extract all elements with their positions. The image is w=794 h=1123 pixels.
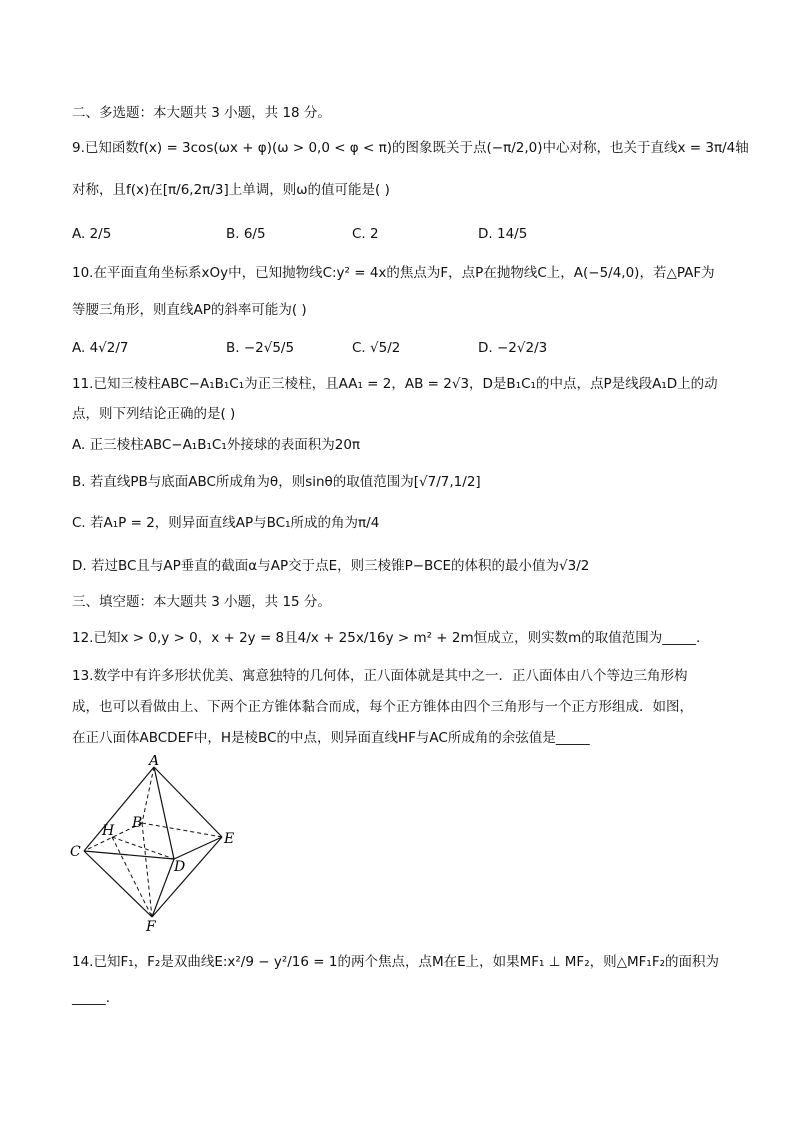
- q13-line1: 13.数学中有许多形状优美、寓意独特的几何体，正八面体就是其中之一．正八面体由八个等边三角形构: [72, 668, 688, 684]
- octahedron-figure: [60, 755, 260, 935]
- label-c: C: [70, 844, 81, 860]
- q10-option-c: C. √5/2: [352, 340, 401, 356]
- q9-option-a: A. 2/5: [72, 226, 112, 242]
- q11-line2: 点，则下列结论正确的是( ): [72, 406, 236, 422]
- q11-option-d: D. 若过BC且与AP垂直的截面α与AP交于点E，则三棱锥P−BCE的体积的最小值为√3/2: [72, 558, 590, 574]
- q10-option-a: A. 4√2/7: [72, 340, 129, 356]
- label-f: F: [146, 919, 156, 935]
- label-d: D: [174, 859, 186, 875]
- q9-option-d: D. 14/5: [478, 226, 528, 242]
- q10-option-b: B. −2√5/5: [226, 340, 295, 356]
- edge-cd: [84, 851, 174, 859]
- edge-cf: [84, 851, 152, 917]
- q14-line1: 14.已知F₁，F₂是双曲线E:x²/9 − y²/16 = 1的两个焦点，点M在E上，如果MF₁ ⊥ MF₂，则△MF₁F₂的面积为: [72, 954, 719, 970]
- label-h: H: [102, 823, 115, 839]
- q10-line2: 等腰三角形，则直线AP的斜率可能为( ): [72, 302, 307, 318]
- edge-de: [174, 837, 222, 859]
- q11-option-c: C. 若A₁P = 2，则异面直线AP与BC₁所成的角为π/4: [72, 515, 380, 531]
- q13-line3: 在正八面体ABCDEF中，H是棱BC的中点，则异面直线HF与AC所成角的余弦值是_____: [72, 730, 590, 746]
- edge-ab: [142, 767, 154, 823]
- label-e: E: [224, 831, 235, 847]
- edge-bf: [142, 823, 152, 917]
- question-12: 12.已知x > 0,y > 0，x + 2y = 8且4/x + 25x/16y > m² + 2m恒成立，则实数m的取值范围为_____.: [72, 630, 701, 646]
- q14-line2: _____.: [72, 990, 111, 1006]
- edge-ef: [152, 837, 222, 917]
- q10-line1: 10.在平面直角坐标系xOy中，已知抛物线C:y² = 4x的焦点为F，点P在抛物线C上，A(−5/4,0)，若△PAF为: [72, 265, 715, 281]
- edge-df: [152, 859, 174, 917]
- edge-ad: [154, 767, 174, 859]
- q13-line2: 成，也可以看做由上、下两个正方锥体黏合而成，每个正方锥体由四个三角形与一个正方形组成．如图，: [72, 699, 693, 715]
- q9-option-c: C. 2: [352, 226, 379, 242]
- q11-option-a: A. 正三棱柱ABC−A₁B₁C₁外接球的表面积为20π: [72, 437, 361, 453]
- section-multiple-choice: 二、多选题：本大题共 3 小题，共 18 分。: [72, 105, 331, 121]
- q9-line1: 9.已知函数f(x) = 3cos(ωx + φ)(ω > 0,0 < φ < π)的图象既关于点(−π/2,0)中心对称，也关于直线x = 3π/4轴: [72, 140, 749, 156]
- label-b: B: [132, 815, 143, 831]
- label-a: A: [149, 755, 160, 769]
- q11-option-b: B. 若直线PB与底面ABC所成角为θ，则sinθ的取值范围为[√7/7,1/2]: [72, 474, 481, 490]
- q9-option-b: B. 6/5: [226, 226, 266, 242]
- q10-option-d: D. −2√2/3: [478, 340, 548, 356]
- section-fill-in: 三、填空题：本大题共 3 小题，共 15 分。: [72, 594, 331, 610]
- q11-line1: 11.已知三棱柱ABC−A₁B₁C₁为正三棱柱，且AA₁ = 2，AB = 2√3，D是B₁C₁的中点，点P是线段A₁D上的动: [72, 376, 718, 392]
- q9-line2: 对称，且f(x)在[π/6,2π/3]上单调，则ω的值可能是( ): [72, 182, 390, 198]
